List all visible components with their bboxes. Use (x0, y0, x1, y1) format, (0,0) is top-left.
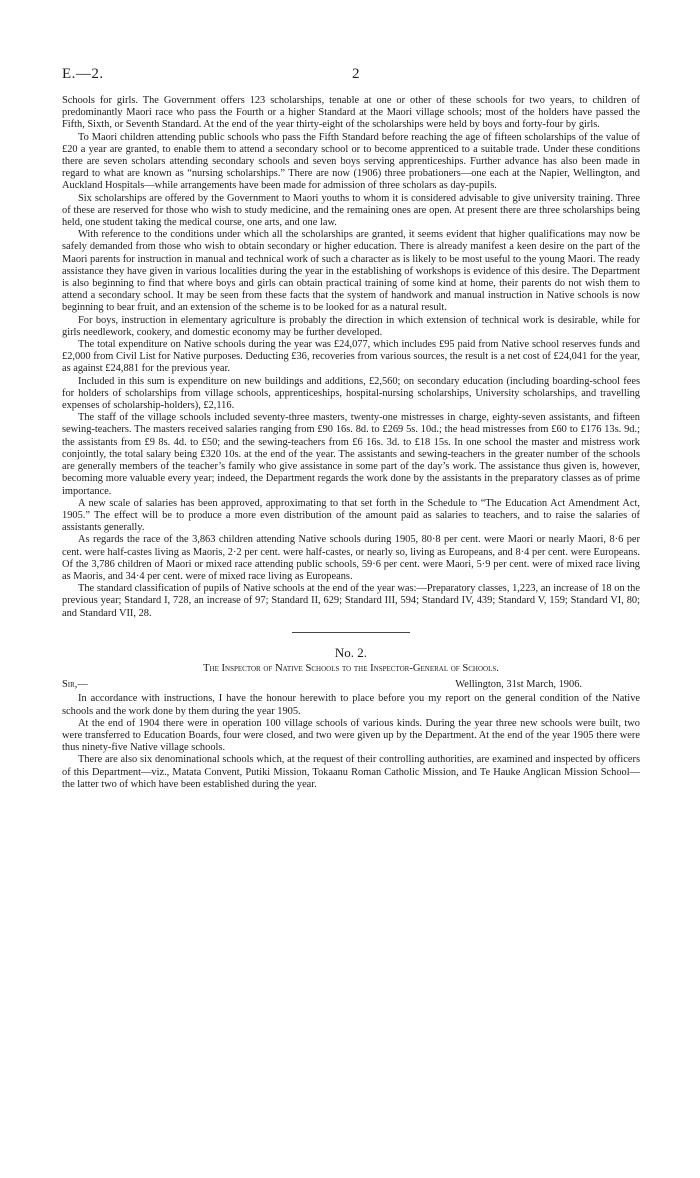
paragraph: To Maori children attending public schools who pass the Fifth Standard before reaching the age of fifteen scholarships of the value of £20 a year are granted, to enable them to attend a secondary school or to become apprenticed to a suitable trade. Under these conditions there are seven scholars attending secondary schools and seven boys serving apprenticeships. Further advance has also been made in regard to what are known as “nursing scholarships.” There are now (1906) three probationers—one each at the Napier, Wellington, and Auckland Hospitals—while arrangements have been made for admission of three scholars as day-pupils. (62, 131, 640, 192)
paragraph: For boys, instruction in elementary agriculture is probably the direction in which extension of technical work is desirable, while for girls needlework, cookery, and domestic economy may be further developed. (62, 314, 640, 338)
section-number: No. 2. (334, 644, 368, 660)
paragraph: Included in this sum is expenditure on new buildings and additions, £2,560; on secondary education (including boarding-school fees for holders of scholarships from village schools, apprenticeships, hospital-nursing scholarships, University scholarships, and travelling expenses of scholarship-holders), £2,116. (62, 375, 640, 412)
paragraph: A new scale of salaries has been approved, approximating to that set forth in the Schedule to “The Education Act Amendment Act, 1905.” The effect will be to produce a more even distribution of the amount paid as salaries to teachers, and to raise the salaries of assistants generally. (62, 497, 640, 534)
paragraph: The staff of the village schools included seventy-three masters, twenty-one mistresses in charge, eighty-seven assistants, and fifteen sewing-teachers. The masters received salaries ranging from £90 16s. 8d. to £269 5s. 10d.; the head mistresses from £60 to £176 13s. 9d.; the assistants from £9 8s. 4d. to £50; and the sewing-teachers from £6 16s. 3d. to £18 15s. In one school the master and mistress work conjointly, the total salary being £320 10s. at the end of the year. The assistants and sewing-teachers in the greater number of the schools are generally members of the teacher’s family who give assistance in some part of the day’s work. The assistance thus given is, however, becoming more valuable every year; indeed, the Department regards the work done by the assistants in the preparatory classes as of prime importance. (62, 412, 640, 497)
section-heading: The Inspector of Native Schools to the Inspector-General of Schools. (203, 662, 499, 674)
paragraph: With reference to the conditions under which all the scholarships are granted, it seems evident that higher qualifications may now be safely demanded from those who wish to obtain secondary or higher education. There is already manifest a keen desire on the part of the Maori parents for instruction in manual and technical work of such a character as is likely to be most useful to the young Maori. The ready assistance they have given in various localities during the year in the establishing of workshops is evidence of this desire. The Department is also beginning to find that where boys and girls can obtain practical training of some kind at home, their parents do not wish them to attend a secondary school. It may be seen from these facts that the system of handwork and manual instruction in Native schools is now beginning to bear fruit, and an extension of the scheme is to be looked for as a natural result. (62, 229, 640, 314)
paragraph: The standard classification of pupils of Native schools at the end of the year was:—Preparatory classes, 1,223, an increase of 18 on the previous year; Standard I, 728, an increase of 97; Standard II, 629; Standard III, 594; Standard IV, 439; Standard V, 159; Standard VI, 80; and Standard VII, 28. (62, 583, 640, 619)
place-date: Wellington, 31st March, 1906. (455, 679, 582, 691)
salutation: Sir,— (62, 679, 88, 691)
paragraph: Six scholarships are offered by the Government to Maori youths to whom it is considered advisable to give university training. Three of these are reserved for those who wish to study medicine, and the remaining ones are open. At present there are three scholarships being held, one student taking the medical course, one arts, and one law. (62, 192, 640, 229)
section-divider (292, 632, 410, 633)
paragraph: The total expenditure on Native schools during the year was £24,077, which includes £95 paid from Native school reserves funds and £2,000 from Civil List for Native purposes. Deducting £36, recoveries from various sources, the result is a net cost of £24,041 for the year, as against £24,881 for the previous year. (62, 339, 640, 375)
paragraph: In accordance with instructions, I have the honour herewith to place before you my report on the general condition of the Native schools and the work done by them during the year 1905. (62, 693, 640, 717)
paragraph: As regards the race of the 3,863 children attending Native schools during 1905, 80·8 per cent. were Maori or nearly Maori, 8·6 per cent. were half-castes living as Maoris, 2·2 per cent. were half-castes, or nearly so, living as Europeans, and 8·4 per cent. were Europeans. Of the 3,786 children of Maori or mixed race attending public schools, 59·6 per cent. were Maori, 5·9 per cent. were of mixed race living as Maoris, and 34·4 per cent. were of mixed race living as Europeans. (62, 534, 640, 582)
paragraph: Schools for girls. The Government offers 123 scholarships, tenable at one or other of these schools for two years, to children of predominantly Maori race who pass the Fourth or a higher Standard at the Maori village schools; most of the holders have passed the Fifth, Sixth, or Seventh Standard. At the end of the year thirty-eight of the scholarships were held by boys and forty-four by girls. (62, 95, 640, 131)
page-number: 2 (352, 66, 360, 82)
paragraph: At the end of 1904 there were in operation 100 village schools of various kinds. During the year three new schools were built, two were transferred to Education Boards, four were closed, and two were given up by the Department. At the end of the year 1905 there were thus ninety-five Native village schools. (62, 717, 640, 754)
salutation-line (62, 679, 640, 691)
document-body (62, 95, 640, 791)
paragraph: There are also six denominational schools which, at the request of their controlling authorities, are examined and inspected by officers of this Department—viz., Matata Convent, Putiki Mission, Tokaanu Roman Catholic Mission, and Te Hauke Anglican Mission School—the latter two of which have been established during the year. (62, 754, 640, 790)
document-reference: E.—2. (62, 66, 104, 82)
